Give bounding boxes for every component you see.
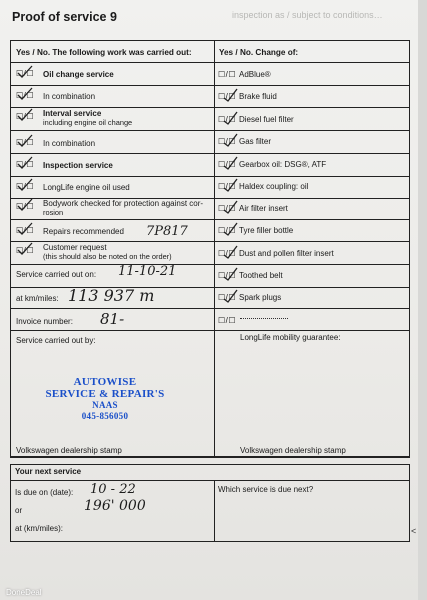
checkmark bbox=[220, 110, 240, 126]
stamp-line-2: SERVICE & REPAIR'S bbox=[45, 388, 165, 400]
row-line bbox=[10, 130, 410, 131]
checkmark bbox=[220, 177, 240, 193]
right-stamp-label: Volkswagen dealership stamp bbox=[240, 446, 346, 455]
change-item-label: Dust and pollen filter insert bbox=[239, 249, 334, 258]
work-item-sublabel: (this should also be noted on the order) bbox=[43, 252, 172, 261]
yes-no-checkbox[interactable]: ☐/☐ bbox=[218, 160, 237, 169]
invoice-label: Invoice number: bbox=[16, 317, 73, 326]
yes-no-checkbox[interactable]: ☐/☐ bbox=[218, 115, 237, 124]
change-item-label: Tyre filler bottle bbox=[239, 226, 294, 235]
bleed-through-text: inspection as / subject to conditions… bbox=[232, 10, 383, 20]
service-date-handwritten: 11-10-21 bbox=[118, 264, 177, 279]
mileage-label: at km/miles: bbox=[16, 294, 59, 303]
next-service-type-label: Which service is due next? bbox=[218, 485, 314, 494]
dotted-line bbox=[240, 318, 288, 319]
column-divider bbox=[214, 40, 215, 457]
yes-no-checkbox[interactable]: ☐/☐ bbox=[16, 160, 35, 169]
row-line bbox=[10, 219, 410, 220]
next-service-header: Your next service bbox=[15, 467, 82, 476]
yes-no-checkbox[interactable]: ☐/☐ bbox=[16, 138, 35, 147]
row-line bbox=[10, 107, 410, 108]
checkmark bbox=[15, 64, 35, 80]
page-title: Proof of service 9 bbox=[12, 10, 117, 24]
right-column-header: Yes / No. Change of: bbox=[219, 48, 299, 57]
work-item-label: In combination bbox=[43, 92, 96, 101]
yes-no-checkbox[interactable]: ☐/☐ bbox=[16, 69, 35, 78]
checkmark bbox=[15, 241, 35, 257]
work-item-label: Interval service bbox=[43, 109, 102, 118]
checkmark bbox=[220, 87, 240, 103]
change-item-label: Toothed belt bbox=[239, 271, 283, 280]
chevron-left-icon: < bbox=[411, 526, 417, 536]
work-item-sublabel: including engine oil change bbox=[43, 118, 133, 127]
row-line bbox=[10, 176, 410, 177]
yes-no-checkbox[interactable]: ☐/☐ bbox=[218, 271, 237, 280]
yes-no-checkbox[interactable]: ☐/☐ bbox=[16, 182, 35, 191]
yes-no-checkbox[interactable]: ☐/☐ bbox=[16, 91, 35, 100]
change-item-label: Air filter insert bbox=[239, 204, 288, 213]
checkmark bbox=[220, 221, 240, 237]
due-date-handwritten: 10 - 22 bbox=[90, 482, 136, 497]
yes-no-checkbox[interactable]: ☐/☐ bbox=[16, 112, 35, 121]
yes-no-checkbox[interactable]: ☐/☐ bbox=[218, 182, 237, 191]
work-item-label: Inspection service bbox=[43, 161, 113, 170]
checkmark bbox=[15, 177, 35, 193]
watermark: DoneDeal bbox=[6, 588, 42, 597]
checkmark bbox=[220, 199, 240, 215]
yes-no-checkbox[interactable]: ☐/☐ bbox=[218, 137, 237, 146]
checkmark bbox=[15, 133, 35, 149]
mileage-handwritten: 113 937 m bbox=[68, 286, 155, 305]
work-item-label: In combination bbox=[43, 139, 96, 148]
due-km-handwritten: 196' 000 bbox=[84, 498, 146, 514]
work-item-label: Repairs recommended bbox=[43, 227, 124, 236]
checkmark bbox=[220, 244, 240, 260]
longlife-label: LongLife mobility guarantee: bbox=[240, 333, 341, 342]
due-km-label: at (km/miles): bbox=[15, 524, 63, 533]
checkmark bbox=[15, 197, 35, 213]
or-label: or bbox=[15, 506, 23, 515]
row-line bbox=[10, 308, 410, 309]
checkmark bbox=[15, 107, 35, 123]
left-stamp-label: Volkswagen dealership stamp bbox=[16, 446, 122, 455]
yes-no-checkbox[interactable]: ☐/☐ bbox=[218, 316, 237, 325]
change-item-label: Brake fluid bbox=[239, 92, 277, 101]
stamp-line-1: AUTOWISE bbox=[73, 376, 137, 388]
work-item-label: LongLife engine oil used bbox=[43, 183, 130, 192]
repairs-handwritten: 7P817 bbox=[146, 224, 188, 239]
yes-no-checkbox[interactable]: ☐/☐ bbox=[218, 70, 237, 79]
yes-no-checkbox[interactable]: ☐/☐ bbox=[218, 204, 237, 213]
dealer-stamp bbox=[30, 376, 180, 422]
change-item-label: Gearbox oil: DSG®, ATF bbox=[239, 160, 327, 169]
checkmark bbox=[15, 155, 35, 171]
change-item-label: Gas filter bbox=[239, 137, 272, 146]
checkmark bbox=[15, 86, 35, 102]
row-line bbox=[10, 264, 410, 265]
yes-no-checkbox[interactable]: ☐/☐ bbox=[218, 92, 237, 101]
checkmark bbox=[15, 221, 35, 237]
service-date-label: Service carried out on: bbox=[16, 270, 97, 279]
due-date-label: Is due on (date): bbox=[15, 488, 74, 497]
row-line bbox=[10, 85, 410, 86]
stamp-line-3: NAAS bbox=[92, 400, 118, 410]
yes-no-checkbox[interactable]: ☐/☐ bbox=[218, 226, 237, 235]
checkmark bbox=[220, 132, 240, 148]
checkmark bbox=[220, 266, 240, 282]
yes-no-checkbox[interactable]: ☐/☐ bbox=[218, 249, 237, 258]
work-item-label: Customer request bbox=[43, 243, 107, 252]
row-line bbox=[10, 241, 410, 242]
yes-no-checkbox[interactable]: ☐/☐ bbox=[16, 202, 35, 211]
change-item-label: Diesel fuel filter bbox=[239, 115, 294, 124]
change-item-label: Spark plugs bbox=[239, 293, 282, 302]
yes-no-checkbox[interactable]: ☐/☐ bbox=[16, 246, 35, 255]
left-column-header: Yes / No. The following work was carried out: bbox=[16, 48, 192, 57]
checkmark bbox=[220, 155, 240, 171]
work-item-label: Oil change service bbox=[43, 70, 114, 79]
yes-no-checkbox[interactable]: ☐/☐ bbox=[16, 226, 35, 235]
checkmark bbox=[220, 288, 240, 304]
yes-no-checkbox[interactable]: ☐/☐ bbox=[218, 293, 237, 302]
change-item-label: Haldex coupling: oil bbox=[239, 182, 309, 191]
work-item-label: Bodywork checked for protection against cor- bbox=[43, 199, 204, 208]
service-by-label: Service carried out by: bbox=[16, 336, 96, 345]
invoice-handwritten: 81- bbox=[100, 310, 125, 328]
stamp-line-4: 045-856050 bbox=[81, 411, 129, 421]
change-item-label: AdBlue® bbox=[239, 70, 271, 79]
row-line bbox=[10, 153, 410, 154]
work-item-sublabel: rosion bbox=[43, 208, 64, 217]
